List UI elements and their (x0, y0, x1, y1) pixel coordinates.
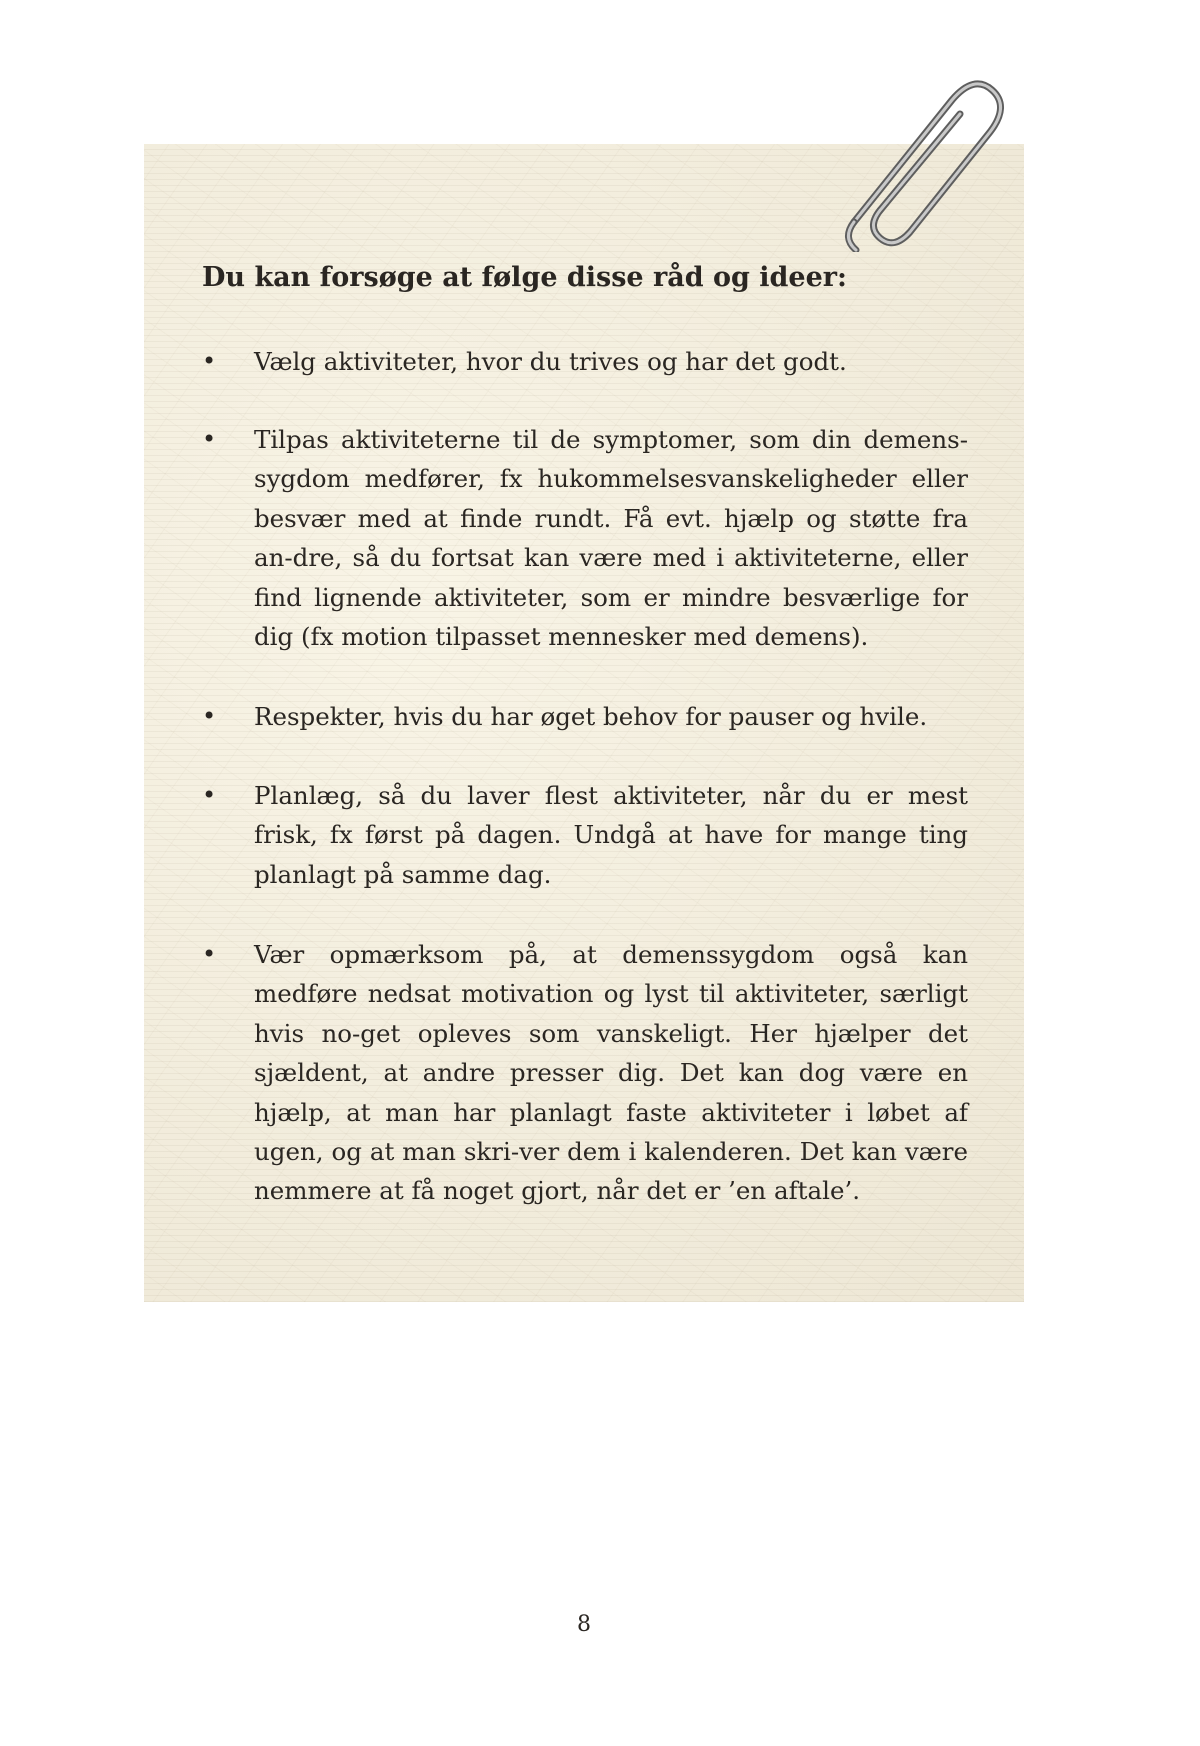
list-item-text: Tilpas aktiviteterne til de symptomer, som din demens-sygdom medfører, fx hukommelsesvanskeligheder eller besvær med at finde rundt. Få evt. hjælp og støtte fra an-dre, så du fortsat kan være med i aktiviteterne, eller find lignende aktiviteter, som er mindre besværlige for dig (fx motion tilpasset mennesker med demens). (254, 425, 968, 652)
list-item-text: Vær opmærksom på, at demenssygdom også kan medføre nedsat motivation og lyst til aktiviteter, særligt hvis no-get opleves som vanskeligt. Her hjælper det sjældent, at andre presser dig. Det kan dog være en hjælp, at man har planlagt faste aktiviteter i løbet af ugen, og at man skri-ver dem i kalenderen. Det kan være nemmere at få noget gjort, når det er ’en aftale’. (254, 940, 968, 1206)
bullet-icon: • (202, 425, 217, 453)
bullet-icon: • (202, 347, 217, 375)
paperclip-icon (832, 62, 1032, 252)
list-item-text: Respekter, hvis du har øget behov for pauser og hvile. (254, 702, 928, 731)
list-item-text: Planlæg, så du laver flest aktiviteter, når du er mest frisk, fx først på dagen. Undgå at have for mange ting planlagt på samme dag. (254, 781, 968, 889)
page-heading: Du kan forsøge at følge disse råd og ideer: (202, 262, 847, 293)
bullet-icon: • (202, 940, 217, 968)
list-item-text: Vælg aktiviteter, hvor du trives og har det godt. (254, 347, 847, 376)
page-number: 8 (577, 1612, 591, 1637)
bullet-icon: • (202, 702, 217, 730)
bullet-icon: • (202, 781, 217, 809)
